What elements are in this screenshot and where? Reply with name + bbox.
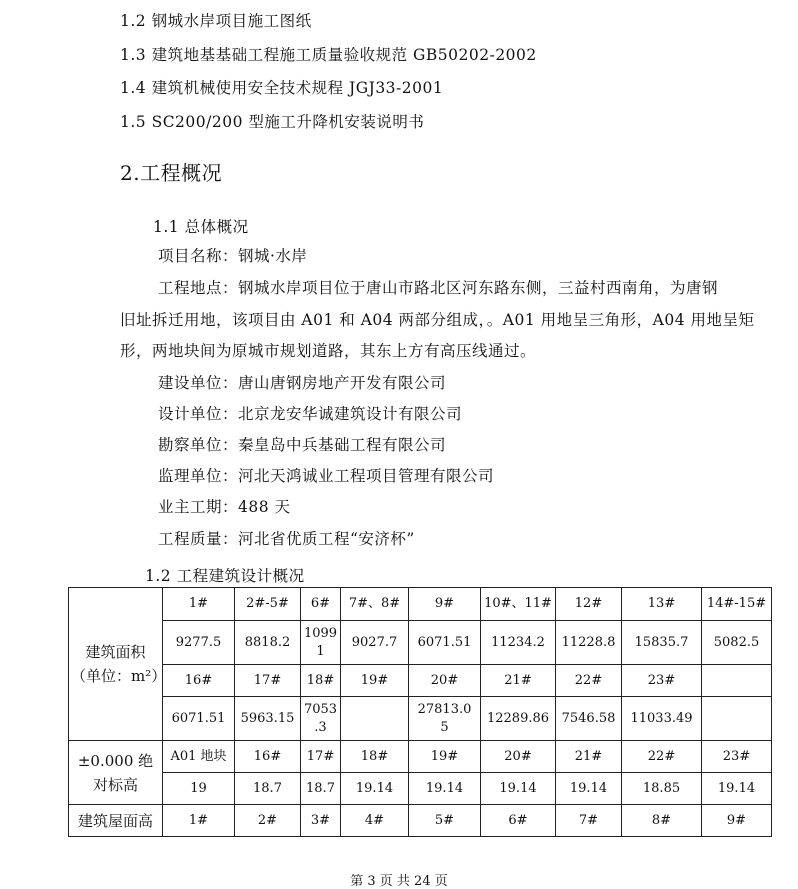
- section-heading: 2.工程概况: [120, 161, 223, 185]
- table-cell: 5082.5: [702, 621, 772, 665]
- table-cell: 9027.7: [341, 621, 409, 665]
- table-cell: 6071.51: [409, 621, 481, 665]
- table-cell: 19.14: [341, 773, 409, 805]
- survey-unit: 勘察单位：秦皇岛中兵基础工程有限公司: [158, 436, 447, 454]
- table-cell: 5#: [409, 805, 481, 837]
- quality-goal: 工程质量：河北省优质工程“安济杯”: [158, 530, 415, 548]
- table-cell: 20#: [481, 741, 556, 773]
- table-cell: 2#: [235, 805, 301, 837]
- ref-line: 1.2 钢城水岸项目施工图纸: [120, 12, 312, 30]
- table-cell: 23#: [622, 665, 702, 697]
- table-row: [69, 697, 772, 741]
- table-cell: 23#: [702, 741, 772, 773]
- table-cell: 9277.5: [163, 621, 235, 665]
- location-text: 形，两地块间为原城市规划道路，其东上方有高压线通过。: [120, 342, 537, 360]
- table-cell: 6#: [481, 805, 556, 837]
- table-cell: 18.7: [301, 773, 341, 805]
- table-cell: 18#: [301, 665, 341, 697]
- table-cell: 6071.51: [163, 697, 235, 741]
- table-cell: 1099 1: [301, 621, 341, 665]
- ref-line: 1.4 建筑机械使用安全技术规程 JGJ33-2001: [120, 79, 444, 97]
- table-cell: 22#: [556, 665, 622, 697]
- table-cell: 12#: [556, 588, 622, 621]
- table-cell: 9#: [702, 805, 772, 837]
- table-cell: 20#: [409, 665, 481, 697]
- table-row: [69, 773, 772, 805]
- area-label: 建筑面积（单位：m²）: [69, 588, 163, 741]
- table-cell: 19#: [341, 665, 409, 697]
- table-cell: [341, 697, 409, 741]
- table-cell: 17#: [235, 665, 301, 697]
- table-cell: 21#: [556, 741, 622, 773]
- ref-line: 1.3 建筑地基基础工程施工质量验收规范 GB50202-2002: [120, 46, 537, 64]
- roof-height-label: 建筑屋面高: [69, 805, 163, 837]
- table-cell: 15835.7: [622, 621, 702, 665]
- table-cell: 7#: [556, 805, 622, 837]
- table-row: [69, 741, 772, 773]
- table-cell: 6#: [301, 588, 341, 621]
- table-cell: 16#: [235, 741, 301, 773]
- project-name: 项目名称：钢城·水岸: [158, 247, 308, 265]
- elevation-label: ±0.000 绝对标高: [69, 741, 163, 805]
- table-cell: [702, 697, 772, 741]
- location-text: 工程地点：钢城水岸项目位于唐山市路北区河东路东侧，三益村西南角，为唐钢: [158, 279, 719, 297]
- table-cell: 19.14: [409, 773, 481, 805]
- table-cell: 18.7: [235, 773, 301, 805]
- table-row: [69, 665, 772, 697]
- table-cell: 5963.15: [235, 697, 301, 741]
- table-cell: 10#、11#: [481, 588, 556, 621]
- table-cell: 17#: [301, 741, 341, 773]
- subheading: 1.1 总体概况: [153, 218, 249, 236]
- table-cell: 9#: [409, 588, 481, 621]
- table-cell: 11234.2: [481, 621, 556, 665]
- table-cell: 8818.2: [235, 621, 301, 665]
- table-cell: 7053 .3: [301, 697, 341, 741]
- table-row: [69, 588, 772, 621]
- table-cell: 19.14: [556, 773, 622, 805]
- table-cell: 18#: [341, 741, 409, 773]
- location-text: 旧址拆迁用地，该项目由 A01 和 A04 两部分组成，。A01 用地呈三角形，A04 用地呈矩: [120, 311, 755, 329]
- table-cell: 19: [163, 773, 235, 805]
- table-row: [69, 621, 772, 665]
- table-cell: 19#: [409, 741, 481, 773]
- table-row: [69, 805, 772, 837]
- construction-period: 业主工期：488 天: [158, 498, 291, 516]
- table-cell: 18.85: [622, 773, 702, 805]
- page-number: 第 3 页 共 24 页: [350, 874, 448, 889]
- subheading: 1.2 工程建筑设计概况: [145, 567, 305, 585]
- table-cell: 3#: [301, 805, 341, 837]
- table-cell: 4#: [341, 805, 409, 837]
- table-cell: 16#: [163, 665, 235, 697]
- design-table: [68, 587, 772, 837]
- table-cell: 13#: [622, 588, 702, 621]
- table-cell: 11228.8: [556, 621, 622, 665]
- table-cell: A01 地块: [163, 741, 235, 773]
- table-cell: 22#: [622, 741, 702, 773]
- table-cell: 2#-5#: [235, 588, 301, 621]
- table-cell: 1#: [163, 588, 235, 621]
- table-cell: 7#、8#: [341, 588, 409, 621]
- design-unit: 设计单位：北京龙安华诚建筑设计有限公司: [158, 405, 463, 423]
- table-cell: 8#: [622, 805, 702, 837]
- table-cell: 19.14: [702, 773, 772, 805]
- supervision-unit: 监理单位：河北天鸿诚业工程项目管理有限公司: [158, 467, 495, 485]
- table-cell: 19.14: [481, 773, 556, 805]
- table-cell: 12289.86: [481, 697, 556, 741]
- table-cell: 1#: [163, 805, 235, 837]
- table-cell: 27813.0 5: [409, 697, 481, 741]
- table-cell: [702, 665, 772, 697]
- table-cell: 14#-15#: [702, 588, 772, 621]
- ref-line: 1.5 SC200/200 型施工升降机安装说明书: [120, 113, 425, 131]
- table-cell: 7546.58: [556, 697, 622, 741]
- table-cell: 21#: [481, 665, 556, 697]
- builder-unit: 建设单位：唐山唐钢房地产开发有限公司: [158, 374, 447, 392]
- table-cell: 11033.49: [622, 697, 702, 741]
